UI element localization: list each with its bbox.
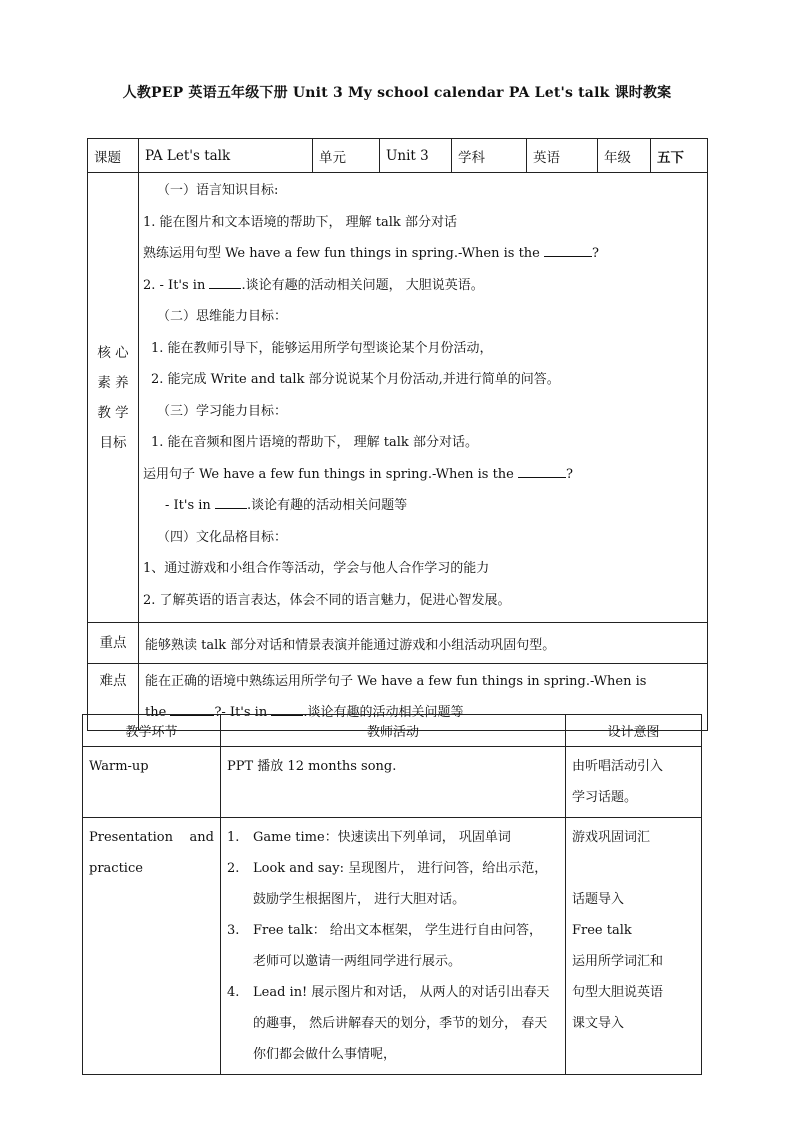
presentation-stage xyxy=(83,818,221,1075)
goal-line: 1、通过游戏和小组合作等活动，学会与他人合作学习的能力 xyxy=(143,561,490,576)
difficult-text: ?- It's in xyxy=(214,705,272,720)
intent-line: 由听唱活动引入 xyxy=(572,759,664,774)
teaching-process-table xyxy=(82,714,702,1075)
intent-line: 游戏巩固词汇 xyxy=(572,830,651,845)
step-text: Lead in! 展示图片和对话， 从两人的对话引出春天的趣事， 然后讲解春天的划分，季节的划分， 春天你们都会做什么事情呢， xyxy=(253,985,550,1062)
goal-text: .谈论有趣的活动相关问题， 大胆说英语。 xyxy=(241,277,484,293)
warmup-intent xyxy=(566,747,702,818)
fill-blank xyxy=(518,463,566,478)
core-goals-content xyxy=(139,173,708,623)
goal-line: 2. 了解英语的语言表达，体会不同的语言魅力，促进心智发展。 xyxy=(143,592,511,608)
goal-line: 2. 能完成 Write and talk 部分说说某个月份活动,并进行简单的问答。 xyxy=(151,372,560,387)
goal-line: 1. 能在教师引导下，能够运用所学句型谈论某个月份活动， xyxy=(151,340,493,356)
intent-line: 话题导入 xyxy=(572,892,625,907)
difficult-line: 能在正确的语境中熟练运用所学句子 We have a few fun things in spring.-When is xyxy=(145,674,647,689)
intent-line: 课文导入 xyxy=(572,1016,625,1031)
intent-line: Free talk xyxy=(572,923,632,938)
step-item xyxy=(227,822,559,853)
goal-text: .谈论有趣的活动相关问题等 xyxy=(246,498,408,513)
goal-line: 1. 能在图片和文本语境的帮助下， 理解 talk 部分对话 xyxy=(143,214,457,230)
stage-word: and xyxy=(189,830,214,845)
label-line: 素 养 xyxy=(97,374,129,391)
goal-line xyxy=(143,459,703,491)
step-number: 2. xyxy=(227,861,240,876)
unit-label: 单元 xyxy=(313,139,380,173)
label-line: 核 心 xyxy=(97,344,129,361)
goal-text: 熟练运用句型 We have a few fun things in spring.-When is the xyxy=(143,246,544,261)
subject-value: 英语 xyxy=(527,139,598,173)
key-point-text: 能够熟读 talk 部分对话和情景表演并能通过游戏和小组活动巩固句型。 xyxy=(139,623,708,664)
topic-value: PA Let's talk xyxy=(139,139,313,173)
goal-heading: （三）学习能力目标： xyxy=(157,403,288,419)
intent-line: 运用所学词汇和 xyxy=(572,954,664,969)
goal-text: ? xyxy=(566,466,573,482)
goal-line xyxy=(143,490,703,522)
stage-line xyxy=(89,822,214,853)
step-item xyxy=(227,977,559,1070)
difficult-point-label: 难点 xyxy=(88,664,139,731)
warmup-row xyxy=(83,747,702,818)
intent-line: 句型大胆说英语 xyxy=(572,985,664,1000)
intent-line: 学习话题。 xyxy=(572,790,638,805)
subject-label: 学科 xyxy=(452,139,527,173)
step-text: Game time：快速读出下列单词， 巩固单词 xyxy=(253,830,511,845)
intent-line xyxy=(572,853,695,884)
activity-header: 教师活动 xyxy=(221,715,566,747)
difficult-text: the xyxy=(145,705,171,720)
step-item xyxy=(227,915,559,977)
grade-value: 五下 xyxy=(651,139,708,173)
key-point-label: 重点 xyxy=(88,623,139,664)
goal-heading: （二）思维能力目标： xyxy=(157,309,288,324)
goal-line xyxy=(143,270,703,302)
goal-text: ? xyxy=(592,246,599,261)
goal-heading: （四）文化品格目标： xyxy=(157,529,288,545)
document-title: 人教PEP 英语五年级下册 Unit 3 My school calendar PA Let's talk 课时教案 xyxy=(122,85,672,101)
stage-line: practice xyxy=(89,861,143,876)
process-header-row xyxy=(83,715,702,747)
step-text: Free talk： 给出文本框架， 学生进行自由问答， 老师可以邀请一两组同学进行展示。 xyxy=(253,923,543,969)
goal-text: - It's in xyxy=(165,498,215,513)
header-row xyxy=(88,139,708,173)
goal-text: 运用句子 We have a few fun things in spring.-When is the xyxy=(143,466,518,482)
intent-header: 设计意图 xyxy=(566,715,702,747)
key-point-row xyxy=(88,623,708,664)
presentation-row xyxy=(83,818,702,1075)
lesson-info-table xyxy=(87,138,708,731)
stage-word: Presentation xyxy=(89,830,173,845)
topic-label: 课题 xyxy=(88,139,139,173)
step-number: 1. xyxy=(227,830,240,845)
core-goals-label xyxy=(88,173,139,623)
fill-blank xyxy=(209,274,241,289)
fill-blank xyxy=(544,242,592,257)
goal-heading: （一）语言知识目标: xyxy=(157,183,279,198)
fill-blank xyxy=(215,494,247,509)
unit-value: Unit 3 xyxy=(380,139,452,173)
label-line: 目标 xyxy=(99,434,127,451)
goal-text: 2. - It's in xyxy=(143,277,210,293)
goal-line: 1. 能在音频和图片语境的帮助下， 理解 talk 部分对话。 xyxy=(151,435,478,450)
step-item xyxy=(227,853,559,915)
warmup-activity: PPT 播放 12 months song. xyxy=(221,747,566,818)
grade-label: 年级 xyxy=(598,139,651,173)
presentation-intent xyxy=(566,818,702,1075)
presentation-activity xyxy=(221,818,566,1075)
step-list xyxy=(227,822,559,1070)
warmup-stage: Warm-up xyxy=(83,747,221,818)
difficult-text: .谈论有趣的活动相关问题等 xyxy=(303,705,464,720)
core-goals-row xyxy=(88,173,708,623)
goal-line xyxy=(143,238,703,270)
step-number: 4. xyxy=(227,985,240,1000)
step-text: Look and say: 呈现图片， 进行问答，给出示范，鼓励学生根据图片， 进行大胆对话。 xyxy=(253,861,548,907)
stage-header: 教学环节 xyxy=(83,715,221,747)
step-number: 3. xyxy=(227,923,240,938)
label-line: 教 学 xyxy=(97,404,129,421)
